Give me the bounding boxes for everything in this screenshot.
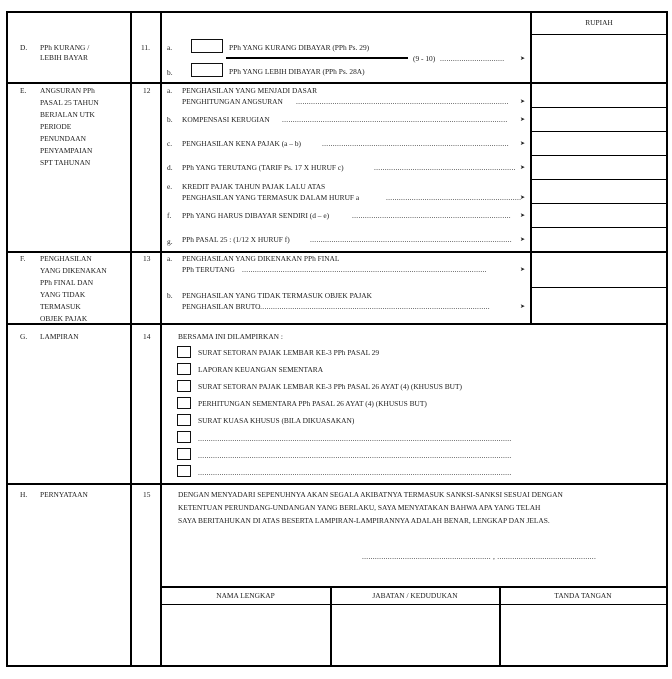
section-f-title-line: YANG TIDAK xyxy=(40,290,86,299)
attachment-label: SURAT SETORAN PAJAK LEMBAR KE-3 PPh PASAL 29 xyxy=(198,348,380,357)
outer-border-top xyxy=(6,11,668,13)
section-f-item-letter: a. xyxy=(167,254,173,263)
section-e-item-letter: f. xyxy=(167,211,172,220)
section-e-title-line: PASAL 25 TAHUN xyxy=(40,98,99,107)
amount-header-line xyxy=(530,34,667,35)
section-g-number: 14 xyxy=(143,332,151,341)
section-f-item-text: PENGHASILAN YANG TIDAK TERMASUK OBJEK PAJAK xyxy=(182,291,372,300)
attachment-blank-line[interactable]: .................................................................................................................................................. xyxy=(198,434,512,443)
section-e-item-letter: b. xyxy=(167,115,173,124)
section-e-title-line: PERIODE xyxy=(40,122,72,131)
attachment-blank-line[interactable]: .................................................................................................................................................. xyxy=(198,451,512,460)
name-input-area[interactable] xyxy=(162,606,329,664)
arrow-icon: ➤ xyxy=(520,141,526,147)
attachment-label: SURAT KUASA KHUSUS (BILA DIKUASAKAN) xyxy=(198,416,355,425)
section-e-item-letter: g. xyxy=(167,237,173,246)
attachments-intro: BERSAMA INI DILAMPIRKAN : xyxy=(178,332,283,341)
signature-header-line xyxy=(160,604,667,605)
statement-line: SAYA BERITAHUKAN DI ATAS BESERTA LAMPIRAN-LAMPIRANNYA ADALAH BENAR, LENGKAP DAN JELAS. xyxy=(178,516,550,525)
section-d-title-line: PPh KURANG / xyxy=(40,43,90,52)
section-e-number: 12 xyxy=(143,86,151,95)
section-e-item-text: KOMPENSASI KERUGIAN xyxy=(182,115,270,124)
section-d-title-line: LEBIH BAYAR xyxy=(40,53,88,62)
section-e-item-letter: d. xyxy=(167,163,173,172)
attachment-checkbox[interactable] xyxy=(177,414,191,426)
section-f-title-line: OBJEK PAJAK xyxy=(40,314,88,323)
amount-row-line xyxy=(530,227,667,228)
amount-dots: .................................................................................................................. xyxy=(242,265,487,274)
section-h-title: PERNYATAAN xyxy=(40,490,88,499)
formula-label: (9 - 10) xyxy=(413,54,436,63)
section-e-item-text: PENGHASILAN YANG TERMASUK DALAM HURUF a xyxy=(182,193,360,202)
amount-dots: ............................................................... xyxy=(386,193,522,202)
separator-g-h xyxy=(6,483,668,485)
attachment-checkbox[interactable] xyxy=(177,363,191,375)
section-g-title: LAMPIRAN xyxy=(40,332,79,341)
section-d-item-b-text: PPh YANG LEBIH DIBAYAR (PPh Ps. 28A) xyxy=(229,67,365,76)
section-f-item-text: PENGHASILAN YANG DIKENAKAN PPh FINAL xyxy=(182,254,340,263)
arrow-icon: ➤ xyxy=(520,165,526,171)
signature-header-name: NAMA LENGKAP xyxy=(216,591,275,600)
section-e-title-line: BERJALAN UTK xyxy=(40,110,95,119)
attachment-label: LAPORAN KEUANGAN SEMENTARA xyxy=(198,365,324,374)
arrow-icon: ➤ xyxy=(520,99,526,105)
section-d-item-a-text: PPh YANG KURANG DIBAYAR (PPh Ps. 29) xyxy=(229,43,370,52)
arrow-icon: ➤ xyxy=(520,304,526,310)
section-e-item-text: PPh YANG TERUTANG (TARIF Ps. 17 X HURUF c) xyxy=(182,163,344,172)
amount-dots: ......................................................................................................... xyxy=(282,115,508,124)
separator-f-g xyxy=(6,323,668,325)
section-g-code: G. xyxy=(20,332,28,341)
arrow-icon: ➤ xyxy=(520,267,526,273)
section-f-item-text: PPh TERUTANG xyxy=(182,265,235,274)
place-date-blank[interactable]: ............................................................ , .............................................. xyxy=(362,552,597,561)
attachment-checkbox[interactable] xyxy=(177,397,191,409)
section-f-title-line: TERMASUK xyxy=(40,302,81,311)
section-e-item-text: PENGHITUNGAN ANGSURAN xyxy=(182,97,283,106)
section-e-title-line: ANGSURAN PPh xyxy=(40,86,95,95)
separator-e-f xyxy=(6,251,668,253)
overpaid-checkbox[interactable] xyxy=(191,63,223,77)
section-f-number: 13 xyxy=(143,254,151,263)
section-f-title-line: PENGHASILAN xyxy=(40,254,92,263)
section-h-code: H. xyxy=(20,490,28,499)
amount-dots: .............................................................................................. xyxy=(310,235,512,244)
section-h-number: 15 xyxy=(143,490,151,499)
attachment-checkbox-blank[interactable] xyxy=(177,448,191,460)
section-f-title-line: YANG DIKENAKAN xyxy=(40,266,107,275)
separator-d-e xyxy=(6,82,668,84)
attachment-label: SURAT SETORAN PAJAK LEMBAR KE-3 PPh PASAL 26 AYAT (4) (KHUSUS BUT) xyxy=(198,382,462,391)
signature-header-position: JABATAN / KEDUDUKAN xyxy=(372,591,458,600)
divider-title-column xyxy=(130,11,132,667)
currency-header: RUPIAH xyxy=(585,18,613,27)
arrow-icon: ➤ xyxy=(520,56,526,62)
amount-row-line xyxy=(530,203,667,204)
amount-dots: ....................................................................................... xyxy=(322,139,509,148)
signature-table-top xyxy=(160,586,667,588)
section-e-title-line: SPT TAHUNAN xyxy=(40,158,91,167)
amount-row-line xyxy=(530,287,667,288)
section-e-title-line: PENYAMPAIAN xyxy=(40,146,93,155)
divider-number-column xyxy=(160,11,162,667)
arrow-icon: ➤ xyxy=(520,195,526,201)
section-e-item-letter: c. xyxy=(167,139,173,148)
attachment-checkbox-blank[interactable] xyxy=(177,465,191,477)
section-d-item-b-letter: b. xyxy=(167,68,173,77)
signature-header-signature: TANDA TANGAN xyxy=(554,591,612,600)
section-e-item-letter: e. xyxy=(167,182,173,191)
section-e-item-text: PPh YANG HARUS DIBAYAR SENDIRI (d – e) xyxy=(182,211,330,220)
attachment-checkbox-blank[interactable] xyxy=(177,431,191,443)
section-e-code: E. xyxy=(20,86,27,95)
arrow-icon: ➤ xyxy=(520,213,526,219)
section-f-item-text: PENGHASILAN BRUTO xyxy=(182,302,261,311)
section-e-item-text: PENGHASILAN YANG MENJADI DASAR xyxy=(182,86,318,95)
outer-border-right xyxy=(666,11,668,667)
divider-amount-column xyxy=(530,11,532,323)
amount-dots: .............................. xyxy=(440,54,505,63)
signature-input-area[interactable] xyxy=(501,606,665,664)
attachment-checkbox[interactable] xyxy=(177,380,191,392)
underpaid-checkbox[interactable] xyxy=(191,39,223,53)
attachment-blank-line[interactable]: .................................................................................................................................................. xyxy=(198,468,512,477)
section-e-item-text: PPh PASAL 25 : (1/12 X HURUF f) xyxy=(182,235,290,244)
statement-line: DENGAN MENYADARI SEPENUHNYA AKAN SEGALA AKIBATNYA TERMASUK SANKSI-SANKSI SESUAI DENGAN xyxy=(178,490,563,499)
attachment-label: PERHITUNGAN SEMENTARA PPh PASAL 26 AYAT (4) (KHUSUS BUT) xyxy=(198,399,427,408)
section-f-code: F. xyxy=(20,254,26,263)
position-input-area[interactable] xyxy=(332,606,498,664)
amount-row-line xyxy=(530,179,667,180)
arrow-icon: ➤ xyxy=(520,237,526,243)
amount-row-line xyxy=(530,155,667,156)
amount-row-line xyxy=(530,107,667,108)
section-f-title-line: PPh FINAL DAN xyxy=(40,278,94,287)
formula-bracket-line xyxy=(226,57,408,59)
section-d-item-a-letter: a. xyxy=(167,43,173,52)
amount-dots: ............................................................................................................ xyxy=(258,302,490,311)
section-d-code: D. xyxy=(20,43,28,52)
amount-row-line xyxy=(530,131,667,132)
outer-border-bottom xyxy=(6,665,668,667)
section-f-item-letter: b. xyxy=(167,291,173,300)
section-d-number: 11. xyxy=(141,43,150,52)
section-e-item-text: KREDIT PAJAK TAHUN PAJAK LALU ATAS xyxy=(182,182,326,191)
amount-dots: .................................................................. xyxy=(374,163,516,172)
amount-dots: .......................................................................... xyxy=(352,211,511,220)
section-e-title-line: PENUNDAAN xyxy=(40,134,86,143)
amount-dots: ................................................................................................... xyxy=(296,97,509,106)
section-e-item-text: PENGHASILAN KENA PAJAK (a – b) xyxy=(182,139,302,148)
attachment-checkbox[interactable] xyxy=(177,346,191,358)
arrow-icon: ➤ xyxy=(520,117,526,123)
outer-border-left xyxy=(6,11,8,667)
section-e-item-letter: a. xyxy=(167,86,173,95)
statement-line: KETENTUAN PERUNDANG-UNDANGAN YANG BERLAKU, SAYA MENYATAKAN BAHWA APA YANG TELAH xyxy=(178,503,541,512)
